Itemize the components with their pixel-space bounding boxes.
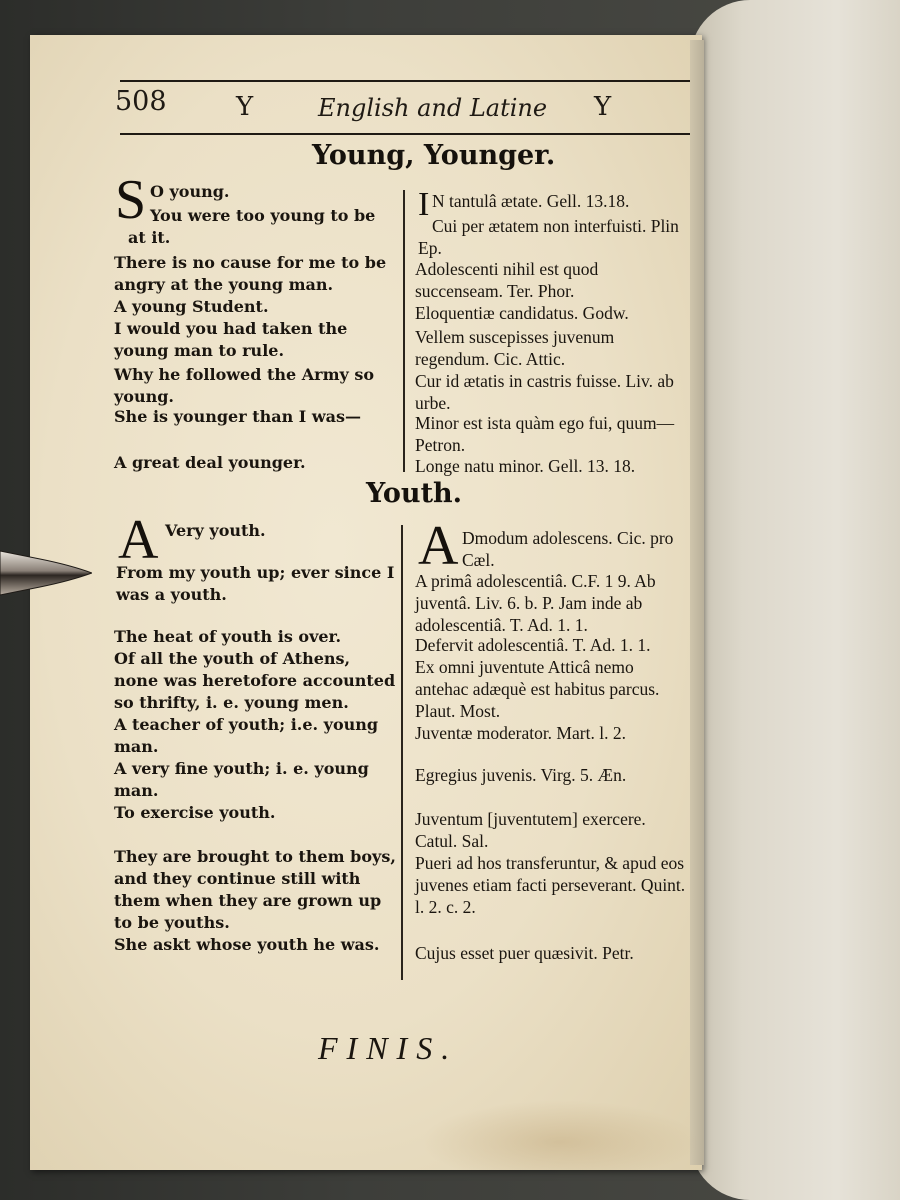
page-pointer-icon (0, 545, 92, 601)
column-divider (401, 525, 403, 980)
header-right-letter: Y (594, 92, 612, 122)
latin-entry: N tantulâ ætate. Gell. 13.18. (432, 191, 630, 211)
column-divider (403, 190, 405, 472)
page-number: 508 (115, 86, 167, 117)
latin-entry: Vellem suscepisses juvenum regendum. Cic. Attic. (415, 327, 615, 369)
latin-entry: Dmodum adolescens. Cic. pro Cæl. (462, 528, 674, 570)
drop-cap: I (418, 186, 430, 223)
latin-entry: Cur id ætatis in castris fuisse. Liv. ab urbe. (415, 371, 674, 413)
english-entry: You were too young to be at it. (128, 206, 376, 247)
latin-entry: Eloquentiæ candidatus. Godw. (415, 303, 629, 323)
drop-cap: A (118, 509, 159, 571)
header-left-letter: Y (236, 92, 254, 122)
finis-label: FINIS. (318, 1030, 459, 1066)
english-entry: There is no cause for me to be angry at the young man. (114, 253, 387, 294)
english-entry: A teacher of youth; i.e. young man. (114, 715, 379, 756)
english-entry: They are brought to them boys, and they continue still with them when they are grown up to be youths. (114, 847, 396, 932)
english-entry: Of all the youth of Athens, none was heretofore accounted so thrifty, i. e. young men. (114, 649, 396, 712)
section-title-youth: Youth. (366, 478, 463, 509)
running-title: English and Latine (318, 94, 548, 122)
english-entry: She askt whose youth he was. (114, 935, 380, 954)
latin-entry: Longe natu minor. Gell. 13. 18. (415, 456, 636, 476)
english-entry: From my youth up; ever since I was a youth. (116, 563, 395, 604)
page-edge (690, 40, 704, 1165)
page-stain (420, 1100, 700, 1170)
english-entry: To exercise youth. (114, 803, 276, 822)
english-entry: She is younger than I was— (114, 407, 361, 426)
drop-cap: S (115, 169, 147, 231)
latin-entry: Juventum [juventutem] exercere. Catul. Sal. (415, 809, 646, 851)
facing-page (690, 0, 900, 1200)
latin-entry: Cui per ætatem non interfuisti. Plin Ep. (418, 216, 679, 258)
english-entry: A young Student. (114, 297, 269, 316)
english-entry: A very fine youth; i. e. young man. (114, 759, 369, 800)
latin-entry: Juventæ moderator. Mart. l. 2. (415, 723, 626, 743)
drop-cap: A (418, 515, 459, 577)
header-rule-top (120, 80, 690, 82)
latin-entry: Egregius juvenis. Virg. 5. Æn. (415, 765, 627, 785)
latin-entry: Cujus esset puer quæsivit. Petr. (415, 943, 634, 963)
header-rule-bottom (120, 133, 690, 135)
latin-entry: Minor est ista quàm ego fui, quum— Petron. (415, 413, 675, 455)
english-entry: A great deal younger. (114, 453, 306, 472)
latin-entry: Defervit adolescentiâ. T. Ad. 1. 1. (415, 635, 651, 655)
english-entry: Very youth. (165, 521, 266, 540)
section-title-young: Young, Younger. (312, 140, 556, 171)
latin-entry: Ex omni juventute Atticâ nemo antehac adæquè est habitus parcus. Plaut. Most. (415, 657, 660, 721)
latin-entry: Pueri ad hos transferuntur, & apud eos juvenes etiam facti perseverant. Quint. l. 2. c. 2. (415, 853, 686, 917)
english-entry: The heat of youth is over. (114, 627, 342, 646)
english-entry: I would you had taken the young man to rule. (114, 319, 348, 360)
latin-entry: A primâ adolescentiâ. C.F. 1 9. Ab juventâ. Liv. 6. b. P. Jam inde ab adolescentiâ. T. Ad. 1. 1. (415, 571, 656, 635)
english-entry: O young. (150, 182, 230, 201)
latin-entry: Adolescenti nihil est quod succenseam. Ter. Phor. (415, 259, 599, 301)
english-entry: Why he followed the Army so young. (114, 365, 375, 406)
